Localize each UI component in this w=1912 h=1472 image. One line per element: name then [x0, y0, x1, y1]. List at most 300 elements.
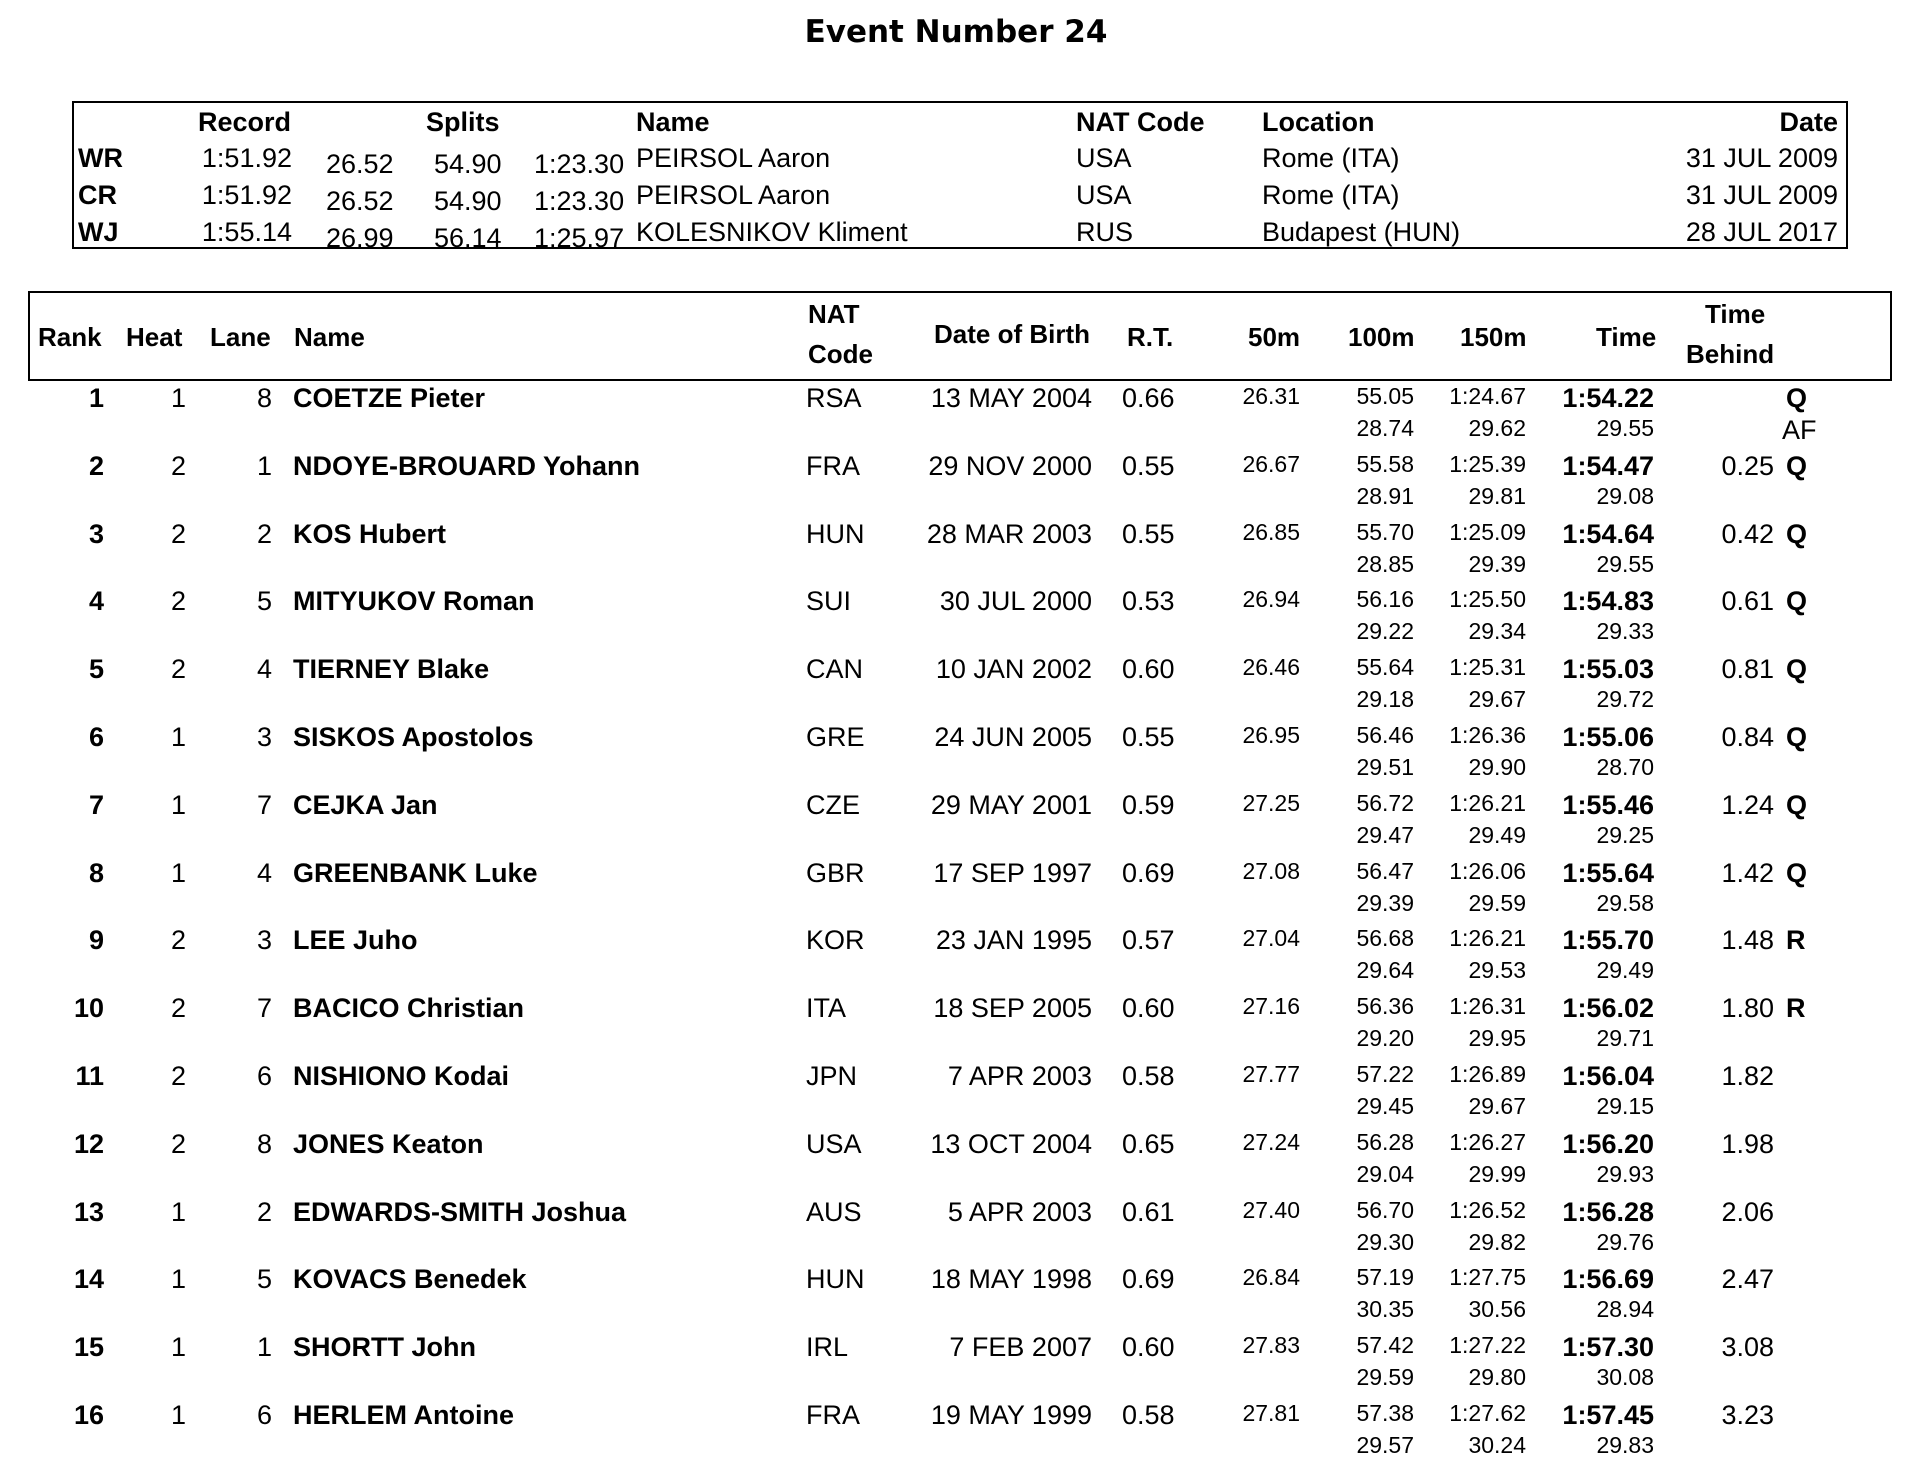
nat-code: FRA [806, 450, 860, 481]
final-time: 1:56.20 [1562, 1128, 1654, 1159]
lap-split-100m: 28.91 [1356, 482, 1414, 509]
split-100m: 56.70 [1356, 1196, 1414, 1223]
split-150m: 1:26.21 [1449, 925, 1526, 952]
split-100m: 57.22 [1356, 1061, 1414, 1087]
split-50m: 26.85 [1242, 518, 1300, 545]
final-time: 1:54.47 [1562, 450, 1654, 481]
lap-split-150m: 29.59 [1468, 889, 1526, 916]
split-150m: 1:25.50 [1449, 586, 1526, 613]
header-150m: 150m [1460, 322, 1527, 352]
date-of-birth: 29 MAY 2001 [930, 789, 1092, 820]
lane: 8 [256, 1128, 272, 1159]
athlete-name: BACICO Christian [293, 993, 525, 1024]
date-of-birth: 24 JUN 2005 [934, 722, 1092, 752]
split-50m: 26.31 [1242, 383, 1300, 409]
time-behind: 0.81 [1721, 654, 1774, 685]
record-time: 1:55.14 [201, 217, 292, 247]
final-time: 1:54.64 [1562, 518, 1654, 549]
rank: 11 [75, 1061, 104, 1091]
split-100m: 55.05 [1356, 383, 1414, 409]
final-time: 1:56.04 [1562, 1061, 1654, 1091]
split-100m: 56.72 [1356, 789, 1414, 816]
heat: 1 [170, 383, 186, 413]
record-time: 1:51.92 [201, 143, 292, 173]
records-header-location: Location [1262, 107, 1375, 137]
time-behind: 2.06 [1721, 1196, 1774, 1227]
reaction-time: 0.69 [1122, 1264, 1175, 1295]
lane: 2 [256, 518, 272, 549]
reaction-time: 0.61 [1122, 1196, 1175, 1227]
split-50m: 27.81 [1242, 1400, 1300, 1426]
heat: 1 [170, 1400, 186, 1430]
lap-split-final: 29.25 [1596, 821, 1654, 848]
nat-code: FRA [806, 1400, 860, 1430]
final-time: 1:55.46 [1562, 789, 1654, 820]
qualification-mark: Q [1786, 383, 1808, 413]
heat: 2 [170, 1061, 186, 1091]
nat-code: GRE [806, 722, 865, 752]
reaction-time: 0.55 [1122, 450, 1175, 481]
table-row [0, 383, 1912, 451]
final-time: 1:56.02 [1562, 993, 1654, 1024]
reaction-time: 0.60 [1122, 1332, 1175, 1363]
athlete-name: KOS Hubert [293, 518, 447, 549]
rank: 3 [88, 518, 104, 549]
split-50m: 26.94 [1242, 586, 1300, 613]
record-type: WJ [78, 217, 119, 247]
reaction-time: 0.60 [1122, 654, 1175, 685]
header-nat-line2: Code [808, 339, 873, 369]
header-name: Name [294, 322, 365, 352]
athlete-name: JONES Keaton [293, 1128, 484, 1159]
final-time: 1:56.69 [1562, 1264, 1654, 1295]
lap-split-150m: 29.90 [1468, 754, 1526, 780]
split-150m: 1:24.67 [1449, 383, 1526, 409]
split-50m: 26.95 [1242, 722, 1300, 748]
lap-split-final: 29.33 [1596, 618, 1654, 645]
split-150m: 1:26.06 [1449, 857, 1526, 884]
header-lane: Lane [210, 322, 271, 352]
date-of-birth: 13 OCT 2004 [930, 1128, 1092, 1159]
record-split-100: 54.90 [434, 186, 502, 216]
nat-code: IRL [806, 1332, 849, 1363]
record-date: 31 JUL 2009 [1685, 180, 1838, 210]
lane: 3 [256, 925, 272, 956]
split-100m: 56.47 [1356, 857, 1414, 884]
split-100m: 56.36 [1356, 993, 1414, 1020]
nat-code: ITA [806, 993, 846, 1024]
record-split-100: 54.90 [434, 149, 502, 179]
lane: 8 [256, 383, 272, 413]
date-of-birth: 29 NOV 2000 [928, 450, 1092, 481]
reaction-time: 0.65 [1122, 1128, 1175, 1159]
records-header-nat: NAT Code [1076, 107, 1205, 137]
rank: 5 [88, 654, 104, 685]
nat-code: USA [806, 1128, 862, 1159]
lap-split-150m: 29.39 [1468, 550, 1526, 577]
time-behind: 0.25 [1721, 450, 1774, 481]
split-50m: 27.16 [1242, 993, 1300, 1020]
heat: 1 [170, 1196, 186, 1227]
split-150m: 1:27.62 [1449, 1400, 1526, 1426]
split-100m: 57.38 [1356, 1400, 1414, 1426]
nat-code: CZE [806, 789, 860, 820]
heat: 2 [170, 518, 186, 549]
table-row [0, 925, 1912, 993]
heat: 2 [170, 925, 186, 956]
nat-code: HUN [806, 518, 865, 549]
final-time: 1:55.03 [1562, 654, 1654, 685]
time-behind: 1.80 [1721, 993, 1774, 1024]
split-100m: 55.70 [1356, 518, 1414, 545]
header-nat-line1: NAT [808, 299, 860, 329]
date-of-birth: 23 JAN 1995 [935, 925, 1092, 956]
header-heat: Heat [126, 322, 183, 352]
lap-split-100m: 28.85 [1356, 550, 1414, 577]
lane: 5 [256, 586, 272, 617]
table-row [0, 451, 1912, 519]
time-behind: 1.98 [1721, 1128, 1774, 1159]
table-row [0, 586, 1912, 654]
time-behind: 1.24 [1721, 789, 1774, 820]
records-header-splits: Splits [426, 107, 500, 137]
athlete-name: MITYUKOV Roman [293, 586, 535, 617]
table-row [0, 1332, 1912, 1400]
lap-split-final: 29.71 [1596, 1025, 1654, 1052]
qualification-mark: Q [1786, 789, 1808, 820]
time-behind: 1.82 [1721, 1061, 1774, 1091]
record-location: Rome (ITA) [1262, 180, 1400, 210]
record-nat: USA [1076, 143, 1132, 173]
lap-split-150m: 29.49 [1468, 821, 1526, 848]
reaction-time: 0.69 [1122, 857, 1175, 888]
lap-split-100m: 29.20 [1356, 1025, 1414, 1052]
split-150m: 1:26.52 [1449, 1196, 1526, 1223]
split-50m: 27.04 [1242, 925, 1300, 952]
split-100m: 57.42 [1356, 1332, 1414, 1359]
date-of-birth: 7 FEB 2007 [949, 1332, 1092, 1363]
final-time: 1:54.83 [1562, 586, 1654, 617]
page-title: Event Number 24 [804, 14, 1108, 50]
record-split-150: 1:23.30 [534, 149, 625, 179]
lap-split-100m: 29.18 [1356, 686, 1414, 713]
heat: 1 [170, 1332, 186, 1363]
qualification-mark: Q [1786, 722, 1808, 752]
record-location: Rome (ITA) [1262, 143, 1400, 173]
header-behind-line1: Time [1705, 299, 1766, 329]
athlete-name: COETZE Pieter [293, 383, 486, 413]
split-150m: 1:27.75 [1449, 1264, 1526, 1291]
time-behind: 1.42 [1721, 857, 1774, 888]
record-holder-name: PEIRSOL Aaron [636, 180, 831, 210]
lane: 1 [256, 450, 272, 481]
athlete-name: SHORTT John [293, 1332, 476, 1363]
table-row [0, 654, 1912, 722]
lap-split-final: 29.58 [1596, 889, 1654, 916]
record-split-150: 1:25.97 [534, 223, 625, 253]
record-split-150: 1:23.30 [534, 186, 625, 216]
lap-split-final: 29.83 [1596, 1432, 1654, 1458]
split-100m: 55.64 [1356, 654, 1414, 681]
athlete-name: HERLEM Antoine [293, 1400, 514, 1430]
split-150m: 1:25.39 [1449, 450, 1526, 477]
lap-split-final: 28.70 [1596, 754, 1654, 780]
record-time: 1:51.92 [201, 180, 292, 210]
reaction-time: 0.58 [1122, 1400, 1175, 1430]
split-150m: 1:26.21 [1449, 789, 1526, 816]
split-100m: 57.19 [1356, 1264, 1414, 1291]
rank: 1 [88, 383, 104, 413]
record-split-100: 56.14 [434, 223, 502, 253]
time-behind: 0.84 [1721, 722, 1774, 752]
final-time: 1:54.22 [1562, 383, 1654, 413]
split-150m: 1:26.31 [1449, 993, 1526, 1020]
lap-split-final: 29.76 [1596, 1228, 1654, 1255]
split-150m: 1:26.89 [1449, 1061, 1526, 1087]
header-time: Time [1596, 322, 1657, 352]
lap-split-100m: 29.47 [1356, 821, 1414, 848]
athlete-name: NDOYE-BROUARD Yohann [293, 450, 641, 481]
table-row [0, 1129, 1912, 1197]
lap-split-final: 30.08 [1596, 1364, 1654, 1391]
heat: 2 [170, 654, 186, 685]
qualification-mark: Q [1786, 518, 1808, 549]
lap-split-150m: 29.62 [1468, 415, 1526, 441]
record-date: 28 JUL 2017 [1685, 217, 1838, 247]
lane: 6 [256, 1400, 272, 1430]
date-of-birth: 10 JAN 2002 [935, 654, 1092, 685]
lap-split-100m: 29.30 [1356, 1228, 1414, 1255]
heat: 2 [170, 993, 186, 1024]
reaction-time: 0.53 [1122, 586, 1175, 617]
header-50m: 50m [1248, 322, 1301, 352]
record-mark: AF [1782, 415, 1817, 445]
split-150m: 1:25.31 [1449, 654, 1526, 681]
date-of-birth: 30 JUL 2000 [939, 586, 1092, 617]
date-of-birth: 19 MAY 1999 [930, 1400, 1092, 1430]
lap-split-150m: 29.53 [1468, 957, 1526, 984]
athlete-name: TIERNEY Blake [293, 654, 490, 685]
split-100m: 56.46 [1356, 722, 1414, 748]
split-50m: 27.83 [1242, 1332, 1300, 1359]
lap-split-100m: 30.35 [1356, 1296, 1414, 1323]
lap-split-150m: 29.67 [1468, 686, 1526, 713]
athlete-name: EDWARDS-SMITH Joshua [293, 1196, 627, 1227]
lap-split-final: 29.55 [1596, 550, 1654, 577]
lane: 4 [256, 857, 272, 888]
lap-split-100m: 29.51 [1356, 754, 1414, 780]
split-50m: 26.67 [1242, 450, 1300, 477]
lap-split-150m: 29.99 [1468, 1160, 1526, 1187]
lap-split-100m: 29.64 [1356, 957, 1414, 984]
lap-split-final: 29.49 [1596, 957, 1654, 984]
lap-split-150m: 29.82 [1468, 1228, 1526, 1255]
final-time: 1:55.64 [1562, 857, 1654, 888]
heat: 1 [170, 1264, 186, 1295]
record-type: WR [78, 143, 123, 173]
lane: 1 [256, 1332, 272, 1363]
rank: 9 [88, 925, 104, 956]
final-time: 1:57.45 [1562, 1400, 1654, 1430]
time-behind: 3.08 [1721, 1332, 1774, 1363]
lap-split-final: 29.08 [1596, 482, 1654, 509]
lane: 3 [256, 722, 272, 752]
lap-split-final: 29.15 [1596, 1093, 1654, 1119]
split-50m: 26.84 [1242, 1264, 1300, 1291]
rank: 16 [73, 1400, 104, 1430]
qualification-mark: Q [1786, 654, 1808, 685]
qualification-mark: Q [1786, 450, 1808, 481]
record-holder-name: PEIRSOL Aaron [636, 143, 831, 173]
lap-split-100m: 29.39 [1356, 889, 1414, 916]
table-row [0, 519, 1912, 587]
record-nat: RUS [1076, 217, 1134, 247]
date-of-birth: 18 SEP 2005 [933, 993, 1092, 1024]
lap-split-final: 29.72 [1596, 686, 1654, 713]
heat: 1 [170, 857, 186, 888]
time-behind: 0.61 [1721, 586, 1774, 617]
lap-split-150m: 29.81 [1468, 482, 1526, 509]
qualification-mark: Q [1786, 857, 1808, 888]
lap-split-final: 29.93 [1596, 1160, 1654, 1187]
split-100m: 56.28 [1356, 1128, 1414, 1155]
nat-code: RSA [806, 383, 862, 413]
split-150m: 1:26.36 [1449, 722, 1526, 748]
split-50m: 26.46 [1242, 654, 1300, 681]
reaction-time: 0.55 [1122, 722, 1175, 752]
reaction-time: 0.59 [1122, 789, 1175, 820]
athlete-name: NISHIONO Kodai [293, 1061, 510, 1091]
date-of-birth: 7 APR 2003 [947, 1061, 1092, 1091]
reaction-time: 0.57 [1122, 925, 1175, 956]
reaction-time: 0.66 [1122, 383, 1175, 413]
qualification-mark: R [1786, 925, 1806, 956]
record-split-50: 26.99 [326, 223, 394, 253]
lap-split-150m: 29.95 [1468, 1025, 1526, 1052]
record-location: Budapest (HUN) [1262, 217, 1461, 247]
split-100m: 55.58 [1356, 450, 1414, 477]
record-nat: USA [1076, 180, 1132, 210]
athlete-name: GREENBANK Luke [293, 857, 538, 888]
split-50m: 27.77 [1242, 1061, 1300, 1087]
split-50m: 27.25 [1242, 789, 1300, 816]
lap-split-100m: 28.74 [1356, 415, 1414, 441]
nat-code: AUS [806, 1196, 862, 1227]
athlete-name: SISKOS Apostolos [293, 722, 534, 752]
heat: 2 [170, 450, 186, 481]
nat-code: KOR [806, 925, 865, 956]
time-behind: 1.48 [1721, 925, 1774, 956]
rank: 12 [73, 1128, 104, 1159]
rank: 15 [73, 1332, 104, 1363]
date-of-birth: 18 MAY 1998 [930, 1264, 1092, 1295]
rank: 7 [88, 789, 104, 820]
table-row [0, 1061, 1912, 1129]
final-time: 1:55.06 [1562, 722, 1654, 752]
records-header-date: Date [1779, 107, 1838, 137]
athlete-name: LEE Juho [293, 925, 418, 956]
rank: 2 [88, 450, 104, 481]
lap-split-100m: 29.04 [1356, 1160, 1414, 1187]
lap-split-100m: 29.59 [1356, 1364, 1414, 1391]
lap-split-final: 29.55 [1596, 415, 1654, 441]
header-behind-line2: Behind [1686, 339, 1775, 369]
lap-split-150m: 30.24 [1468, 1432, 1526, 1458]
heat: 1 [170, 789, 186, 820]
header-100m: 100m [1348, 322, 1415, 352]
split-100m: 56.68 [1356, 925, 1414, 952]
record-type: CR [78, 180, 117, 210]
lap-split-150m: 29.67 [1468, 1093, 1526, 1119]
lane: 2 [256, 1196, 272, 1227]
final-time: 1:55.70 [1562, 925, 1654, 956]
record-split-50: 26.52 [326, 149, 394, 179]
table-row [0, 1264, 1912, 1332]
table-row [0, 1400, 1912, 1468]
rank: 6 [88, 722, 104, 752]
time-behind: 0.42 [1721, 518, 1774, 549]
date-of-birth: 13 MAY 2004 [930, 383, 1092, 413]
time-behind: 3.23 [1721, 1400, 1774, 1430]
athlete-name: KOVACS Benedek [293, 1264, 527, 1295]
table-row [0, 858, 1912, 926]
lap-split-100m: 29.57 [1356, 1432, 1414, 1458]
split-150m: 1:25.09 [1449, 518, 1526, 545]
final-time: 1:57.30 [1562, 1332, 1654, 1363]
records-header-name: Name [636, 107, 710, 137]
lap-split-150m: 30.56 [1468, 1296, 1526, 1323]
lap-split-150m: 29.34 [1468, 618, 1526, 645]
reaction-time: 0.60 [1122, 993, 1175, 1024]
nat-code: SUI [806, 586, 852, 617]
rank: 4 [88, 586, 104, 617]
rank: 10 [73, 993, 104, 1024]
reaction-time: 0.58 [1122, 1061, 1175, 1091]
lap-split-100m: 29.22 [1356, 618, 1414, 645]
rank: 8 [88, 857, 104, 888]
header-dob: Date of Birth [934, 319, 1090, 349]
date-of-birth: 17 SEP 1997 [933, 857, 1092, 888]
final-time: 1:56.28 [1562, 1196, 1654, 1227]
table-row [0, 722, 1912, 790]
split-100m: 56.16 [1356, 586, 1414, 613]
table-row [0, 790, 1912, 858]
heat: 1 [170, 722, 186, 752]
split-150m: 1:26.27 [1449, 1128, 1526, 1155]
lap-split-100m: 29.45 [1356, 1093, 1414, 1119]
date-of-birth: 28 MAR 2003 [926, 518, 1092, 549]
records-header-record: Record [198, 107, 292, 137]
rank: 14 [73, 1264, 104, 1295]
nat-code: GBR [806, 857, 865, 888]
header-rank: Rank [38, 322, 102, 352]
rank: 13 [73, 1196, 104, 1227]
record-split-50: 26.52 [326, 186, 394, 216]
time-behind: 2.47 [1721, 1264, 1774, 1295]
lane: 7 [256, 789, 272, 820]
split-50m: 27.24 [1242, 1128, 1300, 1155]
lane: 5 [256, 1264, 272, 1295]
table-row [0, 1197, 1912, 1265]
table-row [0, 993, 1912, 1061]
lane: 4 [256, 654, 272, 685]
split-50m: 27.40 [1242, 1196, 1300, 1223]
record-date: 31 JUL 2009 [1685, 143, 1838, 173]
reaction-time: 0.55 [1122, 518, 1175, 549]
heat: 2 [170, 1128, 186, 1159]
heat: 2 [170, 586, 186, 617]
nat-code: CAN [806, 654, 864, 685]
